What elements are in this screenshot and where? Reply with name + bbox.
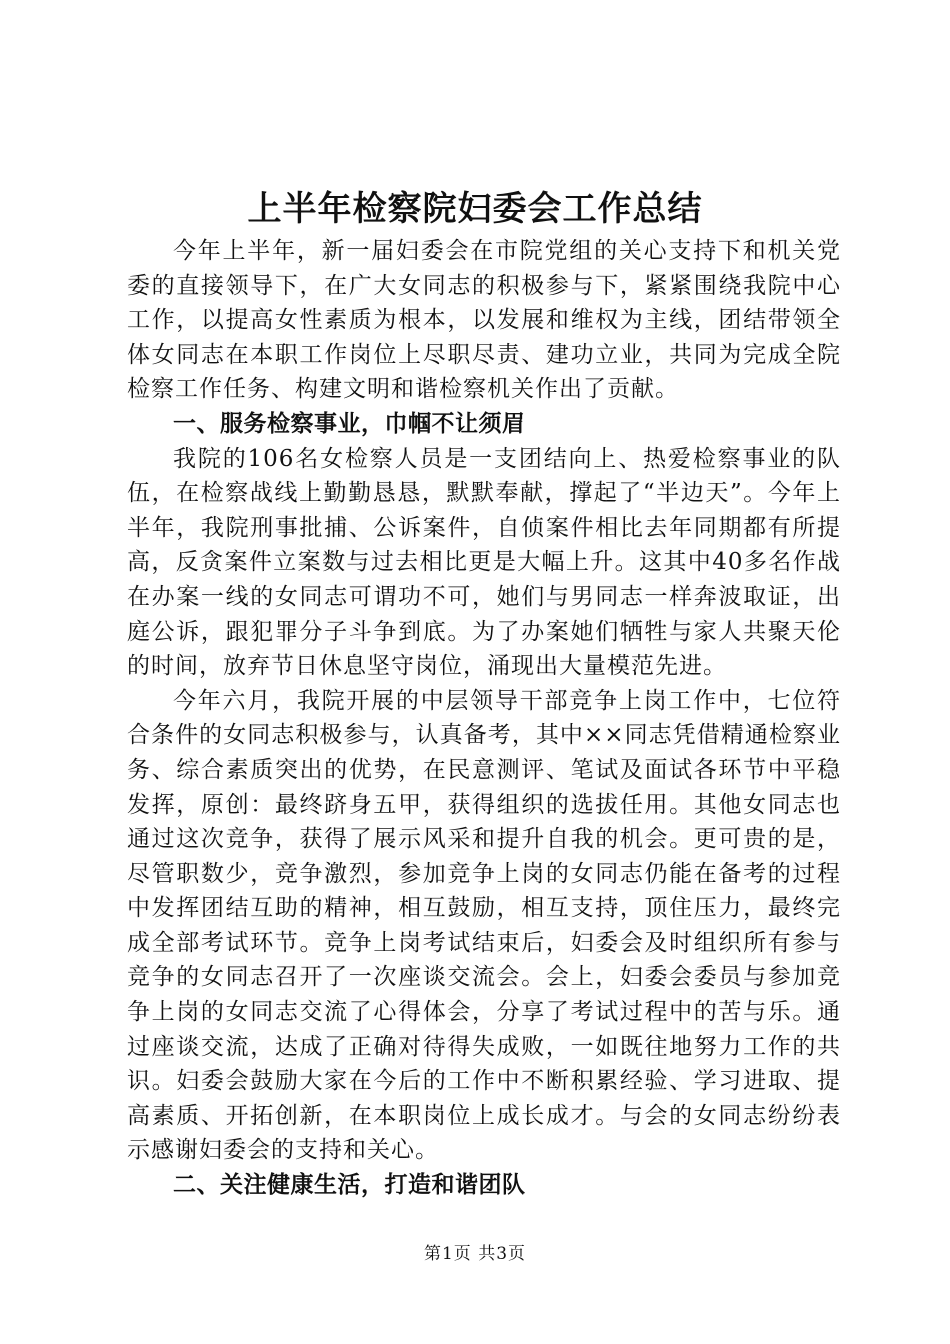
document-title: 上半年检察院妇委会工作总结 — [247, 189, 703, 229]
intro-paragraph: 今年上半年，新一届妇委会在市院党组的关心支持下和机关党委的直接领导下，在广大女同志的积极参与下，紧紧围绕我院中心工作，以提高女性素质为根本，以发展和维权为主线，团结带领全体女同志在本职工作岗位上尽职尽责、建功立业，共同为完成全院检察工作任务、构建文明和谐检察机关作出了贡献。 — [127, 238, 841, 403]
section-heading-1: 一、服务检察事业，巾帼不让须眉 — [173, 410, 526, 437]
body-paragraph-1: 我院的106名女检察人员是一支团结向上、热爱检察事业的队伍，在检察战线上勤勤恳恳，默默奉献，撑起了“半边天”。今年上半年，我院刑事批捕、公诉案件，自侦案件相比去年同期都有所提高，反贪案件立案数与过去相比更是大幅上升。这其中40多名作战在办案一线的女同志可谓功不可，她们与男同志一样奔波取证，出庭公诉，跟犯罪分子斗争到底。为了办案她们牺牲与家人共聚天伦的时间，放弃节日休息坚守岗位，涌现出大量模范先进。 — [127, 445, 841, 680]
body-paragraph-2: 今年六月，我院开展的中层领导干部竞争上岗工作中，七位符合条件的女同志积极参与，认真备考，其中××同志凭借精通检察业务、综合素质突出的优势，在民意测评、笔试及面试各环节中平稳发挥，原创：最终跻身五甲，获得组织的选拔任用。其他女同志也通过这次竞争，获得了展示风采和提升自我的机会。更可贵的是，尽管职数少，竞争激烈，参加竞争上岗的女同志仍能在备考的过程中发挥团结互助的精神，相互鼓励，相互支持，顶住压力，最终完成全部考试环节。竞争上岗考试结束后，妇委会及时组织所有参与竞争的女同志召开了一次座谈交流会。会上，妇委会委员与参加竞争上岗的女同志交流了心得体会，分享了考试过程中的苦与乐。通过座谈交流，达成了正确对待得失成败，一如既往地努力工作的共识。妇委会鼓励大家在今后的工作中不断积累经验、学习进取、提高素质、开拓创新，在本职岗位上成长成才。与会的女同志纷纷表示感谢妇委会的支持和关心。 — [127, 687, 841, 1164]
page-footer: 第1页 共3页 — [423, 1244, 527, 1264]
section-heading-2: 二、关注健康生活，打造和谐团队 — [173, 1172, 526, 1199]
document-body — [127, 234, 841, 1203]
